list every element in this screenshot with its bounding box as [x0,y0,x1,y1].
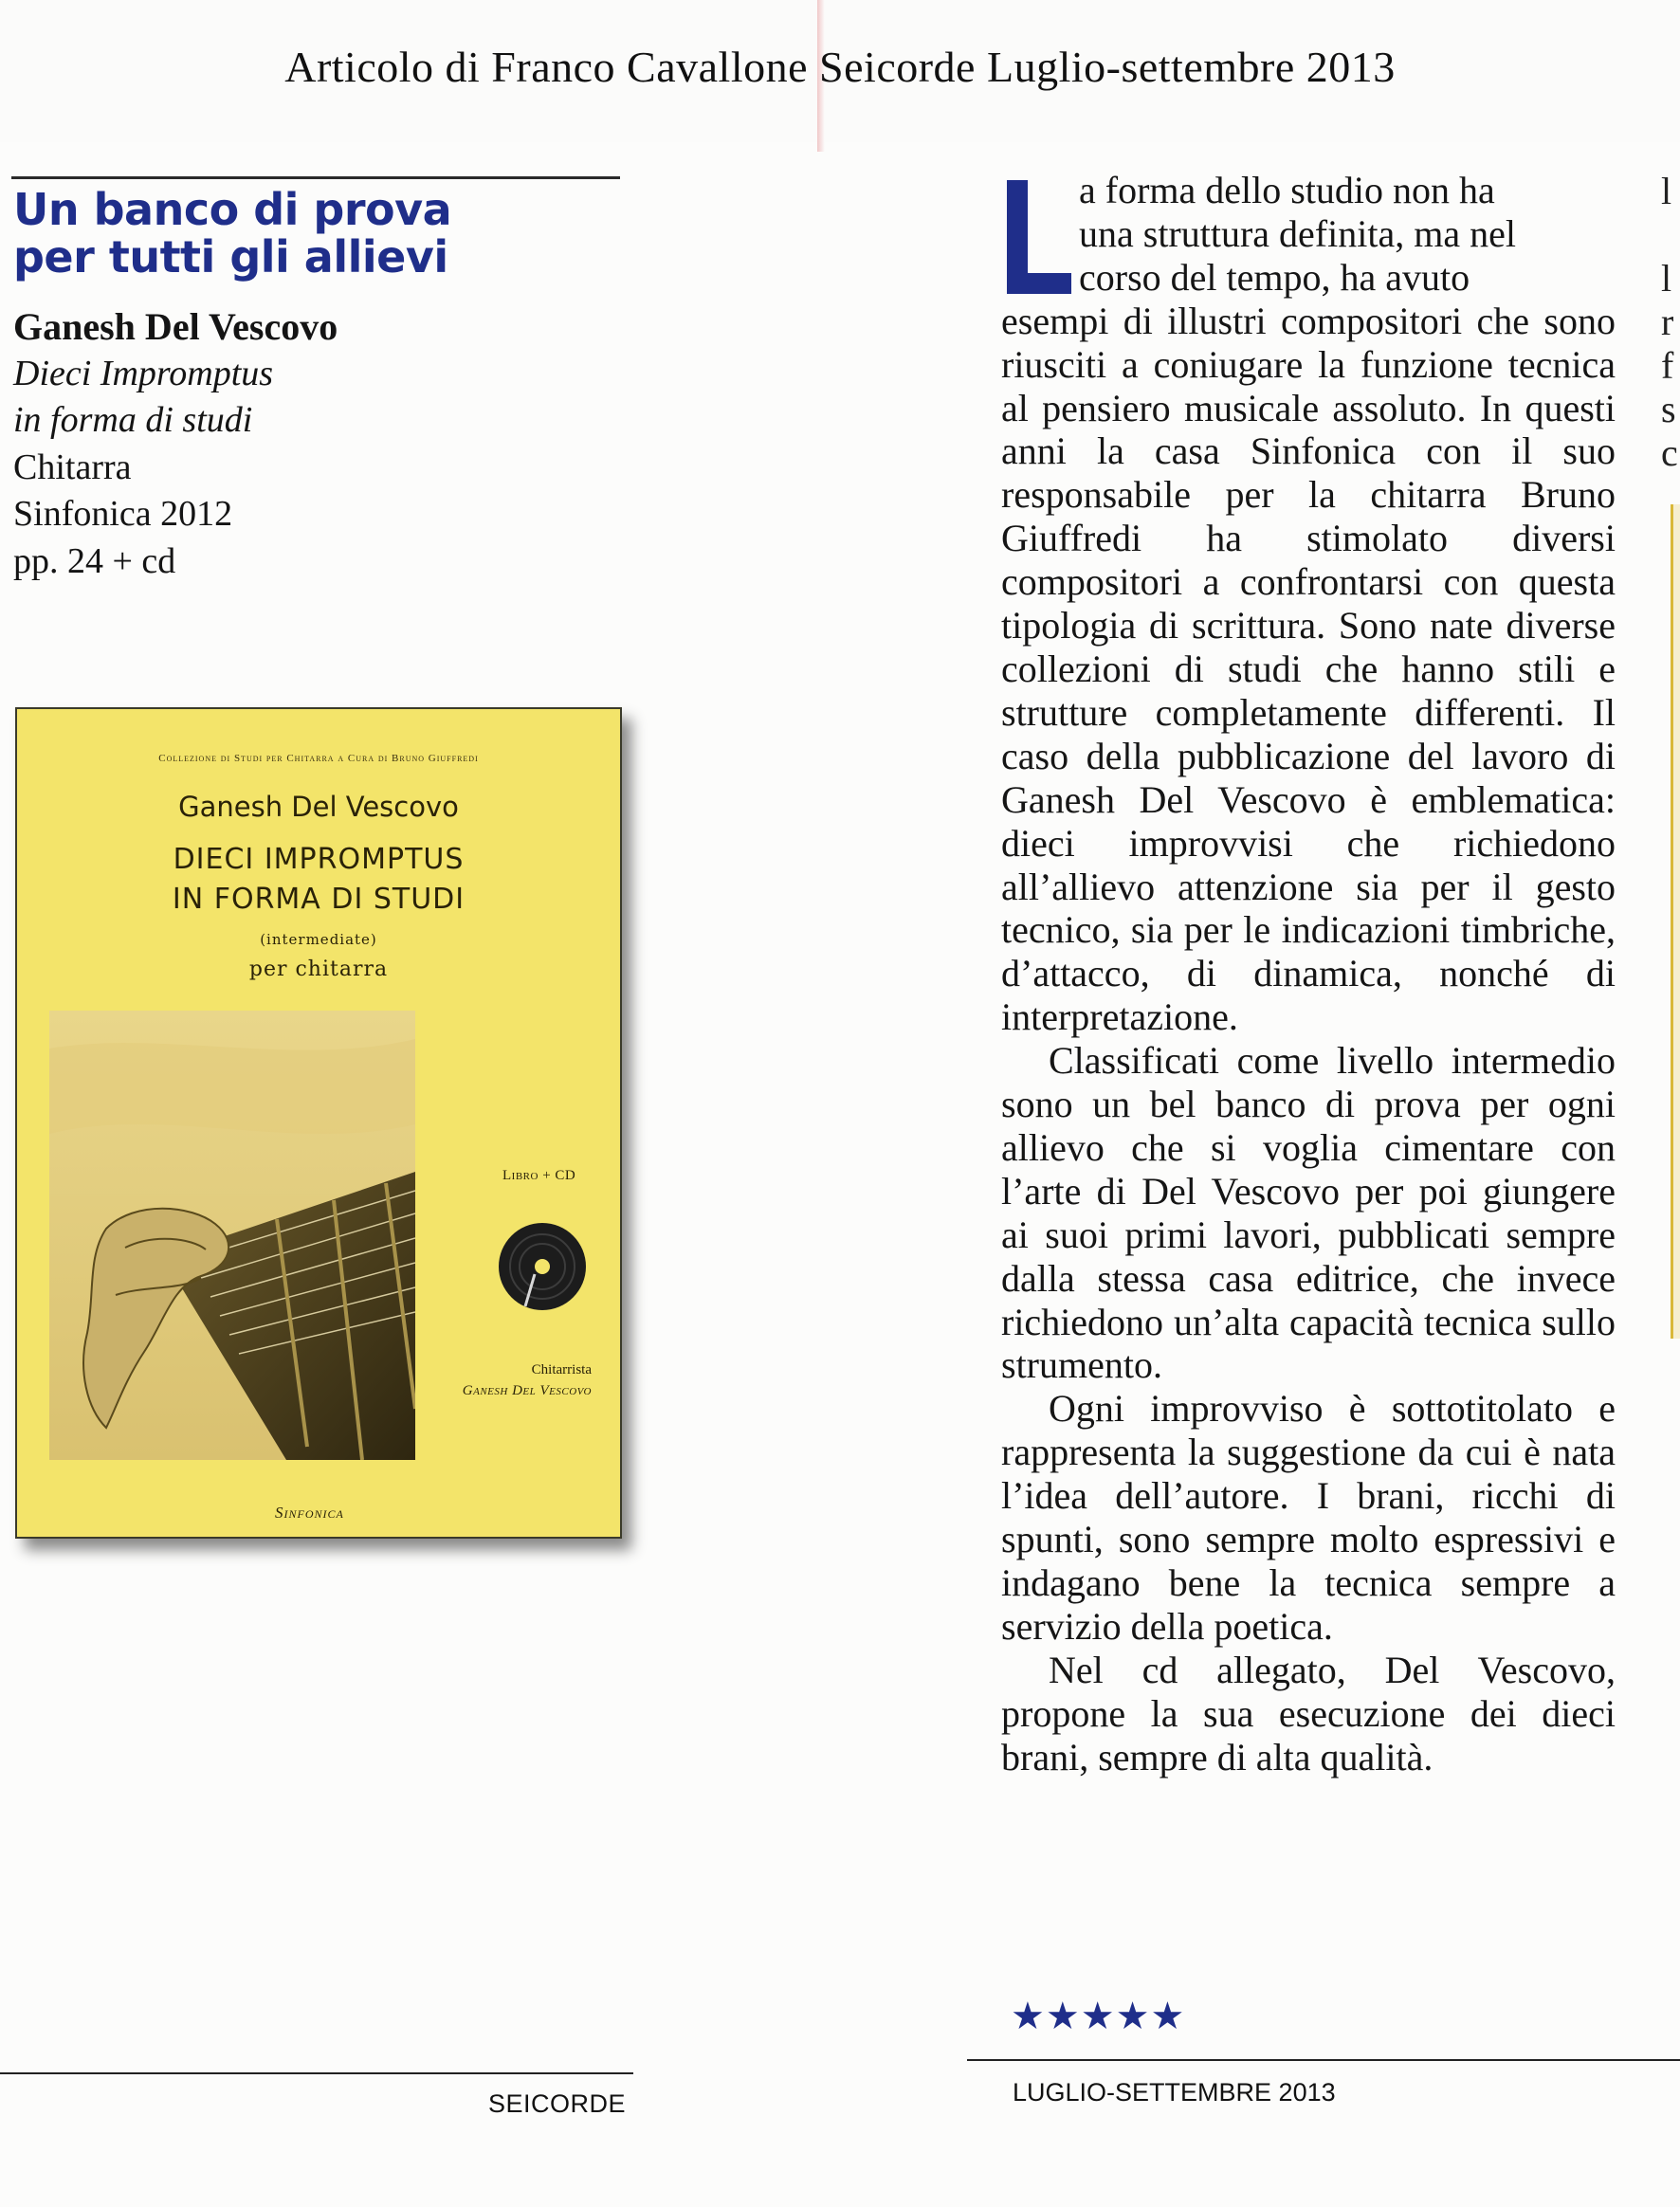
review-title-line1: Un banco di prova [13,184,452,235]
next-page-edge-letter: s [1661,388,1676,430]
review-title [13,186,620,281]
footer-rule-left [0,2072,633,2074]
book-reference [13,303,620,585]
cover-title [17,840,620,920]
footer-issue-date: LUGLIO-SETTEMBRE 2013 [1013,2078,1336,2107]
footer-magazine-name: SEICORDE [488,2089,627,2118]
book-title-line1: Dieci Impromptus [13,353,274,393]
guitar-hand-illustration [49,1011,415,1460]
book-cover [15,707,622,1539]
article-paragraph-1-rest: esempi di illustri compositori che sono riusciti a coniugare la funzione tecnica al pensiero musicale assoluto. In questi anni la casa Sinfonica con il suo responsabile per la chitarra Bruno Giuffredi ha stimolato diversi compositori a confrontarsi con questa tipologia di scrittura. Sono nate diverse collezioni di studi che hanno stili e strutture completamente differenti. Il caso della pubblicazione del lavoro di Ganesh Del Vescovo è emblematica: dieci improvvisi che richiedono all’allievo attenzione sia per il gesto tecnico, sia per le indicazioni timbriche, d’attacco, di dinamica, nonché di interpretazione. [1001,299,1616,1039]
article-line-1: a forma dello studio non ha [1079,169,1495,211]
article-paragraph-1 [1001,169,1616,1039]
article-paragraph-3: Ogni improvviso è sottotitolato e rappresenta la suggestione da cui è nata l’idea dell’autore. I brani, ricchi di spunti, sono sempre molto espressivi e indagano bene la tecnica sempre a servizio della poetica. [1001,1387,1616,1648]
cover-performer-role: Chitarrista [531,1362,592,1377]
article-paragraph-2: Classificati come livello intermedio sono un bel banco di prova per ogni allievo che si voglia cimentare con l’arte di Del Vescovo per poi giungere ai suoi primi lavori, pubblicati sempre dalla stessa casa editrice, che invece richiedono un’alta capacità tecnica sullo strumento. [1001,1039,1616,1387]
cd-disc-icon [497,1221,588,1312]
next-page-edge-letter: r [1661,301,1674,343]
book-author: Ganesh Del Vescovo [13,305,338,348]
footer-rule-right [967,2059,1680,2061]
next-page-sidebar-box [1671,504,1680,1339]
section-rule [11,176,620,179]
book-pages: pp. 24 + cd [13,540,176,581]
book-instrument: Chitarra [13,447,132,487]
next-page-edge-letter: c [1661,431,1678,474]
next-page-edge-letter: l [1661,257,1672,300]
cover-series: Collezione di Studi per Chitarra a Cura di Bruno Giuffredi [158,753,479,764]
next-page-edge-letter: f [1661,344,1674,387]
cover-performer-name: Ganesh Del Vescovo [462,1383,592,1398]
cover-level: (intermediate) [260,931,377,948]
article-body [1001,169,1616,1951]
rating-stars: ★★★★★ [1011,1995,1186,2038]
article-line-2: una struttura definita, ma nel [1079,211,1516,255]
review-title-line2: per tutti gli allievi [13,231,448,283]
cover-title-line1: DIECI IMPROMPTUS [173,843,465,876]
page-header: Articolo di Franco Cavallone Seicorde Luglio-settembre 2013 [284,43,1396,91]
cover-instrument: per chitarra [248,958,389,981]
cover-author: Ganesh Del Vescovo [178,791,459,823]
cover-title-line2: IN FORMA DI STUDI [172,883,466,916]
book-title-line2: in forma di studi [13,400,253,440]
cover-publisher: Sinfonica [275,1504,344,1522]
book-publisher-year: Sinfonica 2012 [13,494,233,534]
cover-performer [463,1359,592,1401]
article-paragraph-4: Nel cd allegato, Del Vescovo, propone la sua esecuzione dei dieci brani, sempre di alta qualità. [1001,1648,1616,1778]
cover-libro-cd: Libro + CD [502,1168,576,1183]
article-line-3: corso del tempo, ha avuto [1079,255,1470,299]
next-page-edge-letter: l [1661,170,1672,212]
